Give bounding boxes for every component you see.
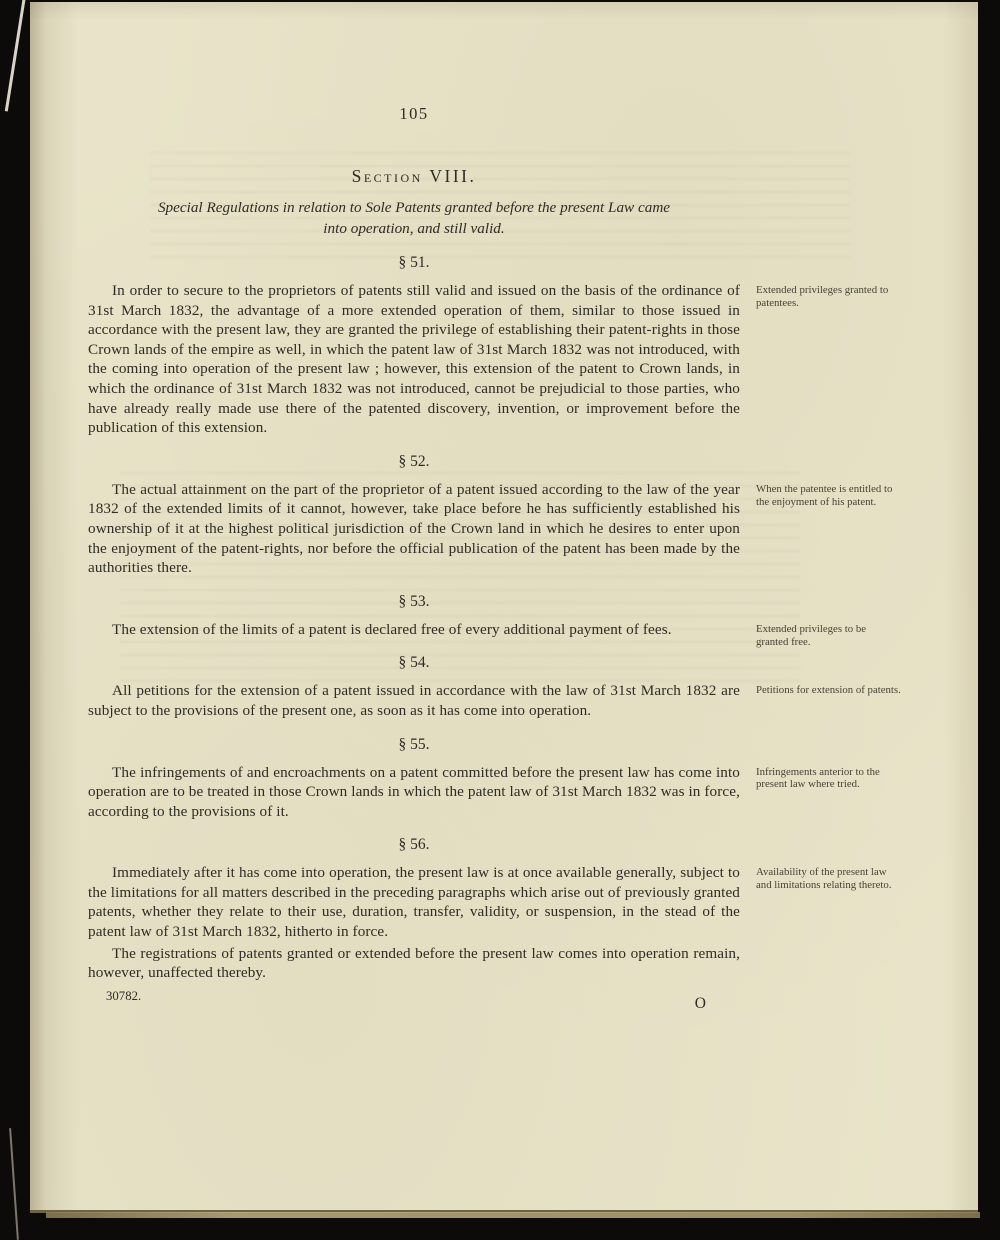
chapter-title bbox=[88, 197, 740, 239]
page-block-edge-bottom bbox=[46, 1212, 980, 1218]
page-edge-sliver-bottom bbox=[9, 1128, 19, 1240]
section-51-mark: § 51. bbox=[398, 254, 430, 271]
page-footer bbox=[88, 988, 740, 1012]
section-56 bbox=[88, 836, 892, 983]
section-55-margin-note: Infringements anterior to the present law where tried. bbox=[756, 765, 880, 791]
chapter-title-line2: into operation, and still valid. bbox=[323, 220, 505, 237]
section-51-margin-note: Extended privileges granted to patentees. bbox=[756, 284, 889, 309]
section-56-mark: § 56. bbox=[398, 836, 430, 854]
section-53-margin-note: Extended privileges to be granted free. bbox=[756, 622, 867, 648]
section-55-mark: § 55. bbox=[398, 735, 430, 753]
section-53 bbox=[88, 592, 867, 648]
section-56-paragraph-1: Immediately after it has come into operation, the present law is at once available generally, subject to the limitations for all matters described in the preceding paragraphs which arise out of previously granted patents, whether they relate to their use, duration, transfer, validity, or suspension, in the stead of the patent law of 31st March 1832, hitherto in force. bbox=[88, 864, 740, 941]
section-heading: Section VIII. bbox=[351, 166, 477, 186]
section-52-mark: § 52. bbox=[398, 452, 430, 470]
section-54-paragraph: All petitions for the extension of a patent issued in accordance with the law of 31st March 1832 are subject to the provisions of the present one, as soon as it has come into operation. bbox=[88, 682, 740, 719]
section-51-paragraph: In order to secure to the proprietors of patents still valid and issued on the basis of the ordinance of 31st March 1832, the advantage of a more extended operation of them, similar to those issued in accordance with the present law, they are granted the privilege of establishing their patent-rights in those Crown lands of the empire as well, in which the patent law of 31st March 1832 was not introduced, with the coming into operation of the present law ; however, this extension of the patent to Crown lands, in which the ordinance of 31st March 1832 was not introduced, cannot be prejudicial to those parties, who have already really made use there of the patented discovery, invention, or improvement before the publication of this extension. bbox=[88, 282, 740, 437]
page-edge-sliver-top bbox=[5, 0, 26, 112]
printers-signature-mark: O bbox=[694, 994, 706, 1012]
print-order-number: 30782. bbox=[106, 988, 142, 1003]
section-56-paragraph-2: The registrations of patents granted or extended before the present law comes into operation remain, however, unaffected thereby. bbox=[88, 944, 740, 982]
section-55-paragraph: The infringements of and encroachments on a patent committed before the present law has come into operation are to be treated in those Crown lands in which the patent law of 31st March 1832 was in force, according to the provisions of it. bbox=[88, 763, 740, 820]
chapter-title-line1: Special Regulations in relation to Sole Patents granted before the present Law came bbox=[157, 199, 671, 216]
section-52-paragraph: The actual attainment on the part of the proprietor of a patent issued according to the law of the year 1832 of the extended limits of it cannot, however, take place before he has sufficiently established his ownership of it at the highest political jurisdiction of the Crown land in which he desires to enter upon the enjoyment of the patent-rights, nor before the official publication of the patent has been made by the authorities there. bbox=[88, 480, 740, 577]
section-53-mark: § 53. bbox=[398, 592, 430, 610]
section-54-mark: § 54. bbox=[398, 654, 430, 672]
section-51 bbox=[88, 254, 889, 438]
section-54-margin-note: Petitions for extension of patents. bbox=[756, 684, 901, 697]
page-number: 105 bbox=[399, 104, 429, 123]
section-52 bbox=[88, 452, 893, 578]
text-column bbox=[88, 104, 901, 1012]
section-52-margin-note: When the patentee is entitled to the enjoyment of his patent. bbox=[756, 482, 893, 508]
book-page bbox=[30, 2, 978, 1210]
section-56-margin-note: Availability of the present law and limitations relating thereto. bbox=[756, 866, 892, 892]
section-53-paragraph: The extension of the limits of a patent is declared free of every additional payment of fees. bbox=[112, 620, 672, 638]
section-55 bbox=[88, 735, 880, 822]
section-54 bbox=[88, 654, 901, 720]
